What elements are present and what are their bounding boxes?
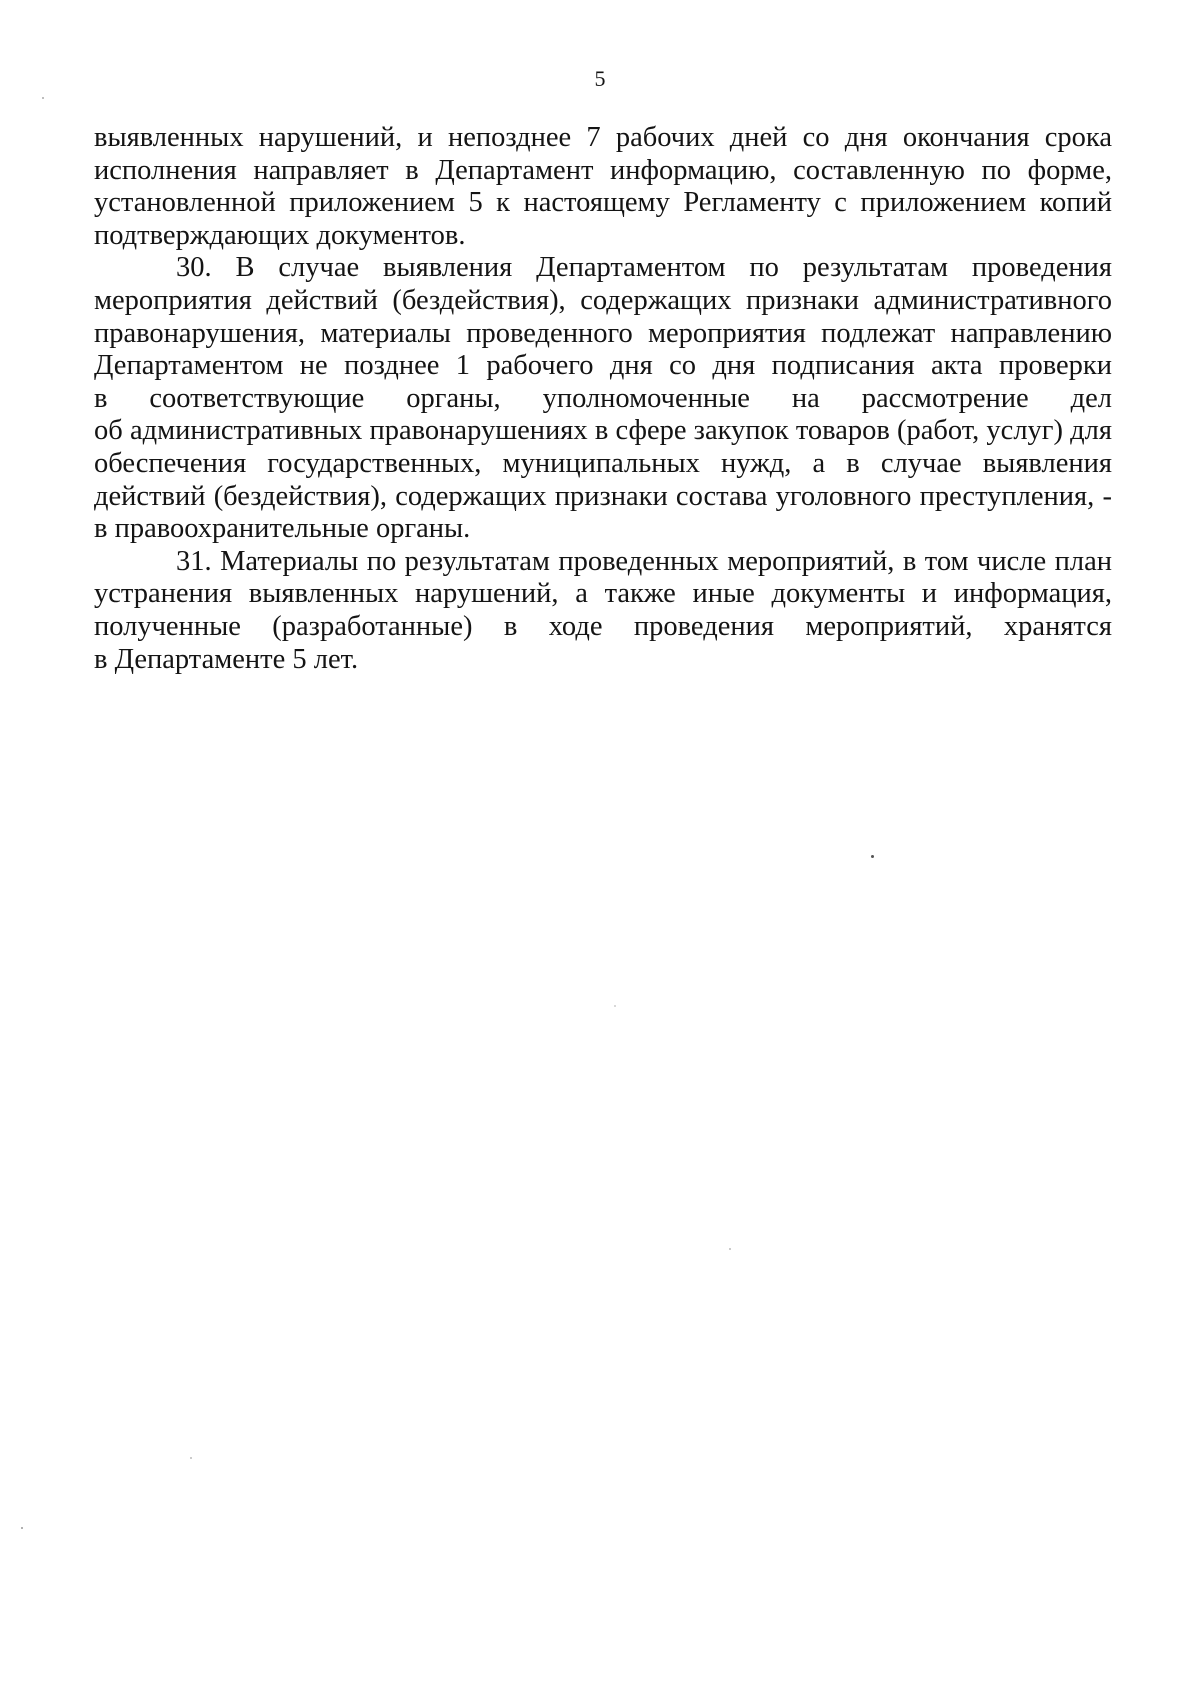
text-line: правонарушения, материалы проведенного мероприятия подлежат направлению [94,317,1112,349]
scan-speck [729,1248,731,1250]
text-line: в Департаменте 5 лет. [94,643,359,675]
text-line: действий (бездействия), содержащих признаки состава уголовного преступления, - [94,480,1112,512]
text-line: 30. В случае выявления Департаментом по результатам проведения [176,252,1112,284]
text-line: об административных правонарушениях в сфере закупок товаров (работ, услуг) для [94,415,1112,447]
text-line: устранения выявленных нарушений, а также иные документы и информация, [94,578,1112,610]
scan-speck [614,1005,616,1007]
paragraph-continuation [94,122,1112,252]
scan-speck [42,97,44,99]
page-number: 5 [594,66,606,91]
text-line: Департаментом не позднее 1 рабочего дня со дня подписания акта проверки [94,350,1112,382]
document-body [94,122,1112,676]
text-line: мероприятия действий (бездействия), содержащих признаки административного [94,284,1112,316]
text-line: обеспечения государственных, муниципальных нужд, а в случае выявления [94,447,1112,479]
paragraph-item-31 [94,546,1112,676]
text-line: 31. Материалы по результатам проведенных мероприятий, в том числе план [176,545,1112,577]
text-line: исполнения направляет в Департамент информацию, составленную по форме, [94,154,1112,186]
text-line: в соответствующие органы, уполномоченные на рассмотрение дел [94,382,1112,414]
paragraph-item-30 [94,252,1112,545]
text-line: выявленных нарушений, и непозднее 7 рабочих дней со дня окончания срока [94,122,1112,153]
text-line: установленной приложением 5 к настоящему Регламенту с приложением копий [94,187,1112,219]
text-line: полученные (разработанные) в ходе проведения мероприятий, хранятся [94,610,1112,642]
text-line: подтверждающих документов. [94,219,466,251]
scan-speck [190,1457,192,1459]
scan-speck [21,1527,23,1529]
text-line: в правоохранительные органы. [94,513,471,545]
scan-speck [871,855,874,858]
